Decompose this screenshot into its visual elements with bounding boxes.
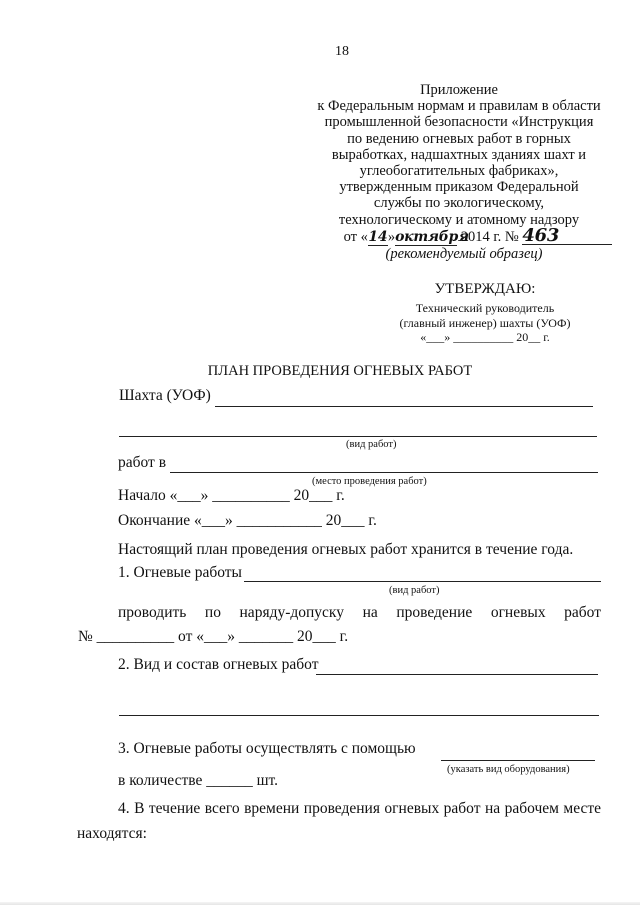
item2-field-line-2[interactable] xyxy=(119,715,599,716)
work-type-field-line[interactable] xyxy=(119,436,597,437)
date-quote: » xyxy=(387,228,396,245)
appendix-line: утвержденным приказом Федеральной xyxy=(339,179,579,196)
handwritten-day: 14 xyxy=(368,228,388,245)
appendix-line: службы по экологическому, xyxy=(373,195,545,212)
word: на xyxy=(362,604,378,621)
word: огневых xyxy=(490,604,546,621)
permit-line: № __________ от «___» _______ 20___ г. xyxy=(78,628,349,645)
item1-label: 1. Огневые работы xyxy=(118,564,242,581)
start-date-line: Начало «___» __________ 20___ г. xyxy=(118,487,345,504)
equipment-caption: (указать вид оборудования) xyxy=(447,764,570,775)
work-in-label: работ в xyxy=(118,454,167,471)
end-date-line: Окончание «___» ___________ 20___ г. xyxy=(118,512,377,529)
work-type-caption: (вид работ) xyxy=(346,439,397,450)
item1-field-line[interactable] xyxy=(244,581,601,582)
work-place-field-line[interactable] xyxy=(170,472,598,473)
approve-title: УТВЕРЖДАЮ: xyxy=(434,281,536,297)
word: проведение xyxy=(396,604,473,621)
appendix-line: выработках, надшахтных зданиях шахт и xyxy=(331,146,587,163)
appendix-block xyxy=(300,82,618,262)
appendix-title: Приложение xyxy=(420,82,498,98)
appendix-line: по ведению огневых работ в горных xyxy=(347,130,571,147)
storage-text: Настоящий план проведения огневых работ хранится в течение года. xyxy=(118,541,574,558)
word: работ xyxy=(564,604,601,621)
date-year: 2014 г. № xyxy=(457,228,523,245)
approve-position: Технический руководитель xyxy=(415,301,555,315)
item3-label: 3. Огневые работы осуществлять с помощью xyxy=(118,740,416,757)
handwritten-month: октября xyxy=(395,228,469,245)
appendix-line: к Федеральным нормам и правилам в области xyxy=(317,98,601,115)
appendix-line: промышленной безопасности «Инструкция xyxy=(324,114,594,131)
work-place-caption: (место проведения работ) xyxy=(312,476,427,487)
item2-label: 2. Вид и состав огневых работ xyxy=(118,656,319,673)
approve-position-detail: (главный инженер) шахты (УОФ) xyxy=(399,315,571,330)
word: проводить xyxy=(118,604,187,621)
item2-field-line[interactable] xyxy=(316,674,598,675)
approve-date: «___» __________ 20__ г. xyxy=(420,330,550,344)
word: наряду-допуску xyxy=(239,604,344,621)
page-number: 18 xyxy=(335,44,349,59)
item4-line2: находятся: xyxy=(77,825,147,842)
document-title: ПЛАН ПРОВЕДЕНИЯ ОГНЕВЫХ РАБОТ xyxy=(207,363,473,379)
item4-line1: 4. В течение всего времени проведения огневых работ на рабочем месте xyxy=(118,800,601,817)
handwritten-order-number: 463 xyxy=(522,228,612,245)
mine-label: Шахта (УОФ) xyxy=(119,387,211,404)
date-prefix: от « xyxy=(343,228,368,245)
item1-continuation xyxy=(118,604,601,622)
appendix-line: технологическому и атомному надзору xyxy=(338,211,580,228)
equipment-field-line[interactable] xyxy=(441,760,595,761)
item1-caption: (вид работ) xyxy=(389,585,440,596)
order-date-line xyxy=(338,224,618,246)
approval-block xyxy=(380,281,590,345)
appendix-line: углеобогатительных фабриках», xyxy=(359,163,559,180)
word: по xyxy=(204,604,221,621)
sample-note: (рекомендуемый образец) xyxy=(385,246,543,263)
quantity-line: в количестве ______ шт. xyxy=(118,772,279,789)
mine-field-line[interactable] xyxy=(215,406,593,407)
